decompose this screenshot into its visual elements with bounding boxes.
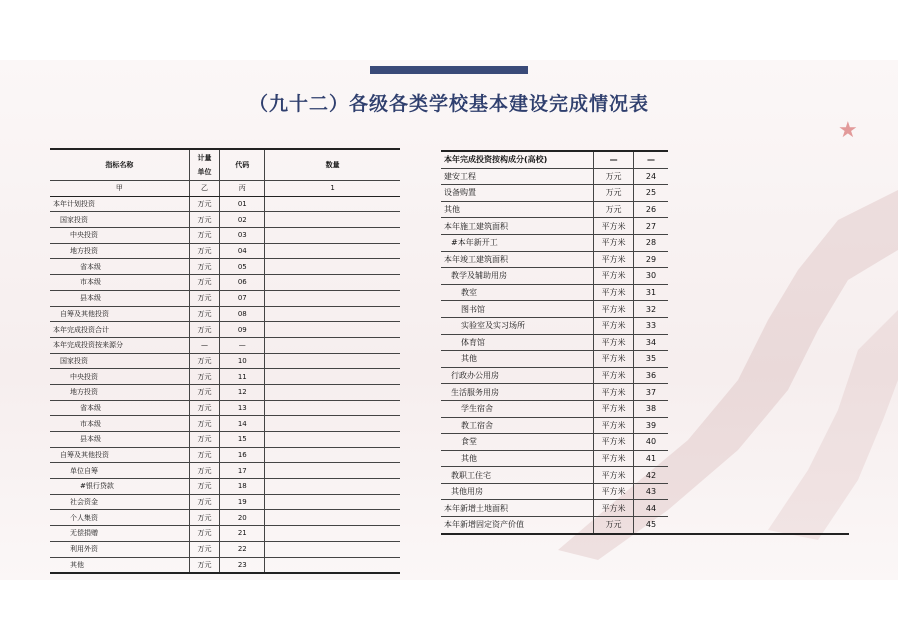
row-name: 利用外资 <box>50 541 189 557</box>
row-code: 33 <box>633 317 668 334</box>
row-code: 05 <box>220 259 265 275</box>
row-value <box>265 463 400 479</box>
row-name: 教室 <box>441 284 594 301</box>
row-unit: 平方米 <box>594 384 634 401</box>
left-table-header <box>50 149 400 181</box>
row-value <box>265 447 400 463</box>
table-row <box>441 400 849 417</box>
row-unit: 万元 <box>594 201 634 218</box>
row-code: 07 <box>220 290 265 306</box>
row-code: 17 <box>220 463 265 479</box>
row-unit: 万元 <box>189 400 220 416</box>
row-unit: 平方米 <box>594 417 634 434</box>
row-value <box>668 334 849 351</box>
row-unit: 万元 <box>189 479 220 495</box>
row-unit: 万元 <box>189 196 220 212</box>
row-unit: 平方米 <box>594 351 634 368</box>
table-row <box>50 432 400 448</box>
row-value <box>668 151 849 168</box>
row-value <box>265 369 400 385</box>
row-unit: 平方米 <box>594 268 634 285</box>
row-unit: 万元 <box>189 463 220 479</box>
row-name: 县本级 <box>50 290 189 306</box>
row-unit: 万元 <box>189 369 220 385</box>
row-unit: 万元 <box>189 353 220 369</box>
row-code: 42 <box>633 467 668 484</box>
row-unit: 万元 <box>594 517 634 534</box>
row-value <box>668 500 849 517</box>
row-unit: 平方米 <box>594 251 634 268</box>
table-row <box>441 317 849 334</box>
row-value <box>265 494 400 510</box>
row-name: #本年新开工 <box>441 234 594 251</box>
row-value <box>265 196 400 212</box>
row-name: 体育馆 <box>441 334 594 351</box>
row-name: 其他用房 <box>441 483 594 500</box>
table-row <box>441 251 849 268</box>
row-code: 22 <box>220 541 265 557</box>
row-name: 其他 <box>50 557 189 573</box>
row-value <box>265 384 400 400</box>
row-name: 本年完成投资合计 <box>50 322 189 338</box>
row-name: 国家投资 <box>50 353 189 369</box>
row-value <box>265 228 400 244</box>
header-code: 代码 <box>220 149 265 181</box>
ref-value: 1 <box>265 181 400 197</box>
table-row <box>441 417 849 434</box>
row-code: 26 <box>633 201 668 218</box>
row-name: 图书馆 <box>441 301 594 318</box>
row-code: 16 <box>220 447 265 463</box>
row-code: 24 <box>633 168 668 185</box>
row-value <box>668 234 849 251</box>
row-code: 02 <box>220 212 265 228</box>
row-name: 其他 <box>441 201 594 218</box>
row-name: 社会资金 <box>50 494 189 510</box>
row-code: 09 <box>220 322 265 338</box>
row-value <box>668 268 849 285</box>
row-code: 11 <box>220 369 265 385</box>
row-code: 15 <box>220 432 265 448</box>
table-row <box>441 367 849 384</box>
row-unit: 万元 <box>594 185 634 202</box>
row-name: 设备购置 <box>441 185 594 202</box>
row-name: 本年新增土地面积 <box>441 500 594 517</box>
row-value <box>265 557 400 573</box>
row-unit: 平方米 <box>594 400 634 417</box>
table-row <box>50 416 400 432</box>
row-code: 08 <box>220 306 265 322</box>
row-unit: 平方米 <box>594 334 634 351</box>
row-code: 41 <box>633 450 668 467</box>
table-row <box>50 322 400 338</box>
table-row <box>50 447 400 463</box>
row-name: 县本级 <box>50 432 189 448</box>
ref-unit: 乙 <box>189 181 220 197</box>
table-row <box>441 500 849 517</box>
row-unit: 平方米 <box>594 218 634 235</box>
row-value <box>265 290 400 306</box>
row-code: — <box>220 337 265 353</box>
row-name: 教工宿舍 <box>441 417 594 434</box>
right-table <box>441 150 849 535</box>
row-unit: 万元 <box>189 557 220 573</box>
row-value <box>265 400 400 416</box>
row-unit: 万元 <box>189 526 220 542</box>
row-name: 教职工住宅 <box>441 467 594 484</box>
row-code: 20 <box>220 510 265 526</box>
table-row <box>50 290 400 306</box>
ref-name: 甲 <box>50 181 189 197</box>
row-name: 生活服务用房 <box>441 384 594 401</box>
row-unit: 平方米 <box>594 234 634 251</box>
row-value <box>265 353 400 369</box>
table-row <box>50 228 400 244</box>
table-row <box>50 557 400 573</box>
row-code: 34 <box>633 334 668 351</box>
table-row <box>50 196 400 212</box>
header-unit: 计量 单位 <box>189 149 220 181</box>
left-table <box>50 148 400 574</box>
row-value <box>668 467 849 484</box>
row-code: 32 <box>633 301 668 318</box>
row-unit: 平方米 <box>594 284 634 301</box>
table-row <box>441 351 849 368</box>
row-code: 37 <box>633 384 668 401</box>
row-code: 28 <box>633 234 668 251</box>
row-code: 04 <box>220 243 265 259</box>
row-value <box>265 306 400 322</box>
row-value <box>668 301 849 318</box>
row-value <box>668 251 849 268</box>
row-code: 18 <box>220 479 265 495</box>
row-name: 省本级 <box>50 400 189 416</box>
row-value <box>668 434 849 451</box>
table-row <box>441 284 849 301</box>
row-value <box>668 367 849 384</box>
row-unit: 万元 <box>189 275 220 291</box>
row-value <box>265 212 400 228</box>
row-value <box>265 479 400 495</box>
row-code: 19 <box>220 494 265 510</box>
row-value <box>668 400 849 417</box>
row-name: 单位自筹 <box>50 463 189 479</box>
star-icon: ★ <box>838 118 858 143</box>
table-row <box>50 494 400 510</box>
row-name: 无偿捐赠 <box>50 526 189 542</box>
row-unit: 万元 <box>189 228 220 244</box>
row-name: 个人集资 <box>50 510 189 526</box>
table-row <box>441 334 849 351</box>
table-row <box>50 369 400 385</box>
row-name: 地方投资 <box>50 384 189 400</box>
table-row <box>441 483 849 500</box>
table-row <box>50 400 400 416</box>
row-code: 25 <box>633 185 668 202</box>
row-name: 本年施工建筑面积 <box>441 218 594 235</box>
row-code: 35 <box>633 351 668 368</box>
row-unit: 万元 <box>594 168 634 185</box>
table-row <box>441 168 849 185</box>
header-value: 数量 <box>265 149 400 181</box>
row-unit: 平方米 <box>594 317 634 334</box>
row-name: 其他 <box>441 450 594 467</box>
row-value <box>668 201 849 218</box>
row-name: 建安工程 <box>441 168 594 185</box>
row-unit: 万元 <box>189 306 220 322</box>
row-name: 国家投资 <box>50 212 189 228</box>
row-name: 其他 <box>441 351 594 368</box>
row-name: 实验室及实习场所 <box>441 317 594 334</box>
table-row <box>50 463 400 479</box>
row-code: 14 <box>220 416 265 432</box>
table-row <box>50 337 400 353</box>
table-row <box>441 151 849 168</box>
row-value <box>265 510 400 526</box>
row-unit: — <box>594 151 634 168</box>
row-unit: 万元 <box>189 322 220 338</box>
table-row <box>50 541 400 557</box>
row-name: 市本级 <box>50 275 189 291</box>
row-code: 45 <box>633 517 668 534</box>
row-code: 30 <box>633 268 668 285</box>
title-accent-bar <box>370 66 528 74</box>
table-row <box>50 510 400 526</box>
table-row <box>50 384 400 400</box>
row-value <box>668 218 849 235</box>
row-name: 食堂 <box>441 434 594 451</box>
row-unit: 平方米 <box>594 467 634 484</box>
row-name: 本年竣工建筑面积 <box>441 251 594 268</box>
row-code: 39 <box>633 417 668 434</box>
row-name: 自筹及其他投资 <box>50 447 189 463</box>
row-unit: 万元 <box>189 259 220 275</box>
row-code: 06 <box>220 275 265 291</box>
row-name: 本年完成投资按来源分 <box>50 337 189 353</box>
row-unit: 万元 <box>189 416 220 432</box>
row-value <box>265 416 400 432</box>
header-name: 指标名称 <box>50 149 189 181</box>
row-value <box>668 417 849 434</box>
row-value <box>668 517 849 534</box>
table-row <box>441 185 849 202</box>
row-value <box>668 185 849 202</box>
row-name: 中央投资 <box>50 369 189 385</box>
row-name: #银行贷款 <box>50 479 189 495</box>
row-value <box>265 337 400 353</box>
table-row <box>441 234 849 251</box>
row-unit: 万元 <box>189 447 220 463</box>
row-code: 31 <box>633 284 668 301</box>
row-name: 教学及辅助用房 <box>441 268 594 285</box>
row-name: 学生宿舍 <box>441 400 594 417</box>
row-unit: 平方米 <box>594 500 634 517</box>
row-value <box>668 317 849 334</box>
table-row <box>441 301 849 318</box>
row-unit: 万元 <box>189 432 220 448</box>
row-code: 44 <box>633 500 668 517</box>
table-row <box>50 479 400 495</box>
table-row <box>50 306 400 322</box>
row-code: 23 <box>220 557 265 573</box>
row-value <box>668 168 849 185</box>
row-code: 12 <box>220 384 265 400</box>
row-unit: 平方米 <box>594 450 634 467</box>
row-name: 中央投资 <box>50 228 189 244</box>
row-unit: 万元 <box>189 243 220 259</box>
row-unit: 万元 <box>189 494 220 510</box>
page-title: （九十二）各级各类学校基本建设完成情况表 <box>248 93 649 115</box>
row-unit: — <box>189 337 220 353</box>
row-name: 本年新增固定资产价值 <box>441 517 594 534</box>
row-name: 市本级 <box>50 416 189 432</box>
row-value <box>265 259 400 275</box>
row-name: 自筹及其他投资 <box>50 306 189 322</box>
row-code: 03 <box>220 228 265 244</box>
row-unit: 平方米 <box>594 367 634 384</box>
row-code: 13 <box>220 400 265 416</box>
row-name: 行政办公用房 <box>441 367 594 384</box>
row-value <box>668 351 849 368</box>
row-code: 01 <box>220 196 265 212</box>
row-unit: 平方米 <box>594 483 634 500</box>
row-name: 本年计划投资 <box>50 196 189 212</box>
row-unit: 万元 <box>189 541 220 557</box>
row-code: 38 <box>633 400 668 417</box>
row-value <box>265 275 400 291</box>
table-row <box>50 259 400 275</box>
table-row <box>50 275 400 291</box>
row-unit: 万元 <box>189 384 220 400</box>
table-row <box>441 517 849 534</box>
row-code: 43 <box>633 483 668 500</box>
table-row <box>50 212 400 228</box>
row-unit: 万元 <box>189 510 220 526</box>
table-row <box>50 353 400 369</box>
table-row <box>441 201 849 218</box>
row-value <box>265 432 400 448</box>
table-row <box>50 526 400 542</box>
row-code: 21 <box>220 526 265 542</box>
row-code: 27 <box>633 218 668 235</box>
row-name: 本年完成投资按构成分(高校) <box>441 151 594 168</box>
row-value <box>668 450 849 467</box>
row-value <box>668 483 849 500</box>
table-row <box>441 467 849 484</box>
ref-code: 丙 <box>220 181 265 197</box>
row-value <box>265 243 400 259</box>
row-unit: 平方米 <box>594 301 634 318</box>
table-row <box>441 384 849 401</box>
row-code: 36 <box>633 367 668 384</box>
row-code: 40 <box>633 434 668 451</box>
left-table-ref-row <box>50 181 400 197</box>
row-unit: 万元 <box>189 290 220 306</box>
row-unit: 平方米 <box>594 434 634 451</box>
row-value <box>668 284 849 301</box>
row-name: 省本级 <box>50 259 189 275</box>
table-row <box>441 450 849 467</box>
row-code: 10 <box>220 353 265 369</box>
row-code: — <box>633 151 668 168</box>
table-row <box>50 243 400 259</box>
row-value <box>668 384 849 401</box>
row-value <box>265 526 400 542</box>
row-value <box>265 322 400 338</box>
table-row <box>441 434 849 451</box>
table-row <box>441 268 849 285</box>
row-code: 29 <box>633 251 668 268</box>
row-name: 地方投资 <box>50 243 189 259</box>
table-row <box>441 218 849 235</box>
row-value <box>265 541 400 557</box>
row-unit: 万元 <box>189 212 220 228</box>
